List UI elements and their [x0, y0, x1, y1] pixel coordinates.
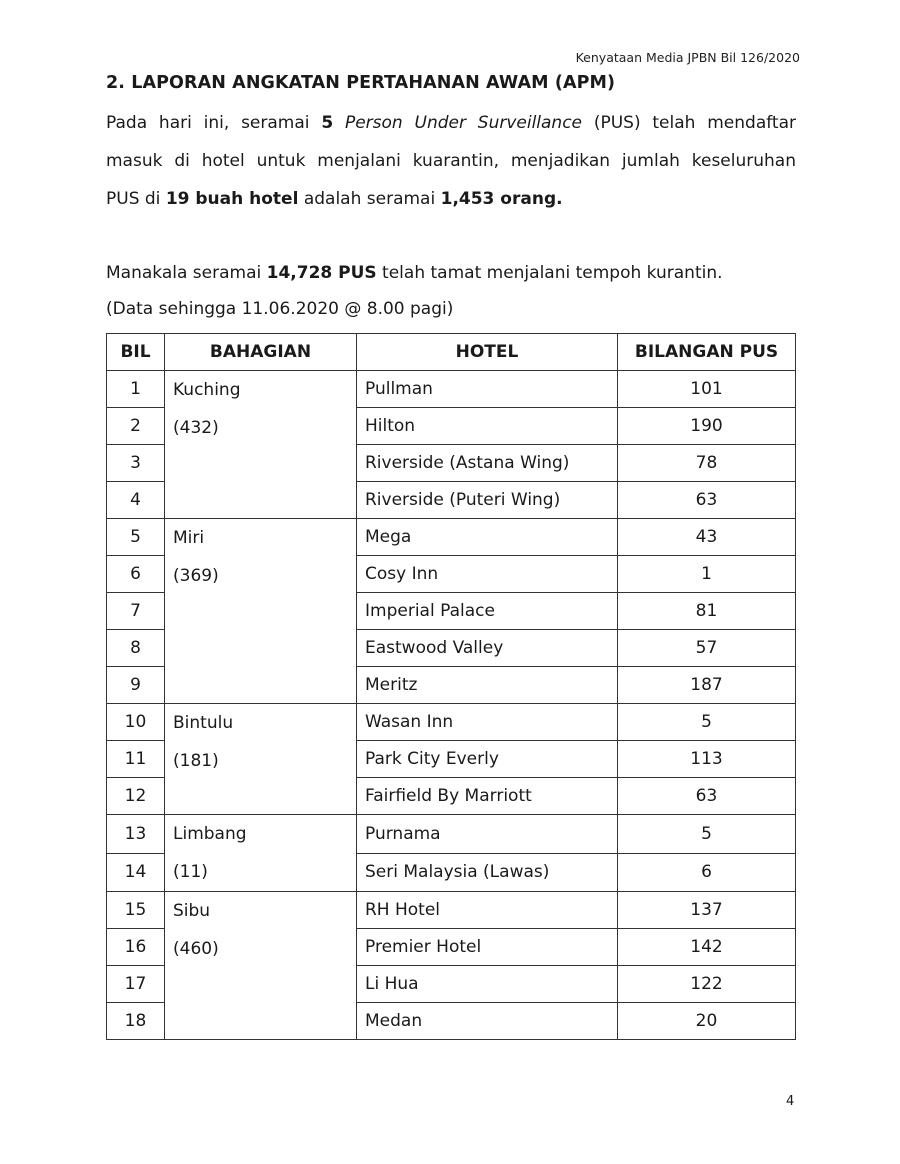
cell-bilangan-pus: 78 — [618, 445, 796, 482]
data-note: (Data sehingga 11.06.2020 @ 8.00 pagi) — [106, 299, 454, 319]
cell-hotel: RH Hotel — [357, 892, 618, 929]
text — [333, 113, 345, 133]
cell-bilangan-pus: 122 — [618, 966, 796, 1003]
cell-bil: 15 — [107, 892, 165, 929]
cell-hotel: Eastwood Valley — [357, 630, 618, 667]
table-row — [107, 704, 796, 741]
cell-bahagian — [165, 815, 357, 892]
cell-hotel: Pullman — [357, 371, 618, 408]
paragraph-completed — [106, 254, 796, 292]
bahagian-name: Sibu — [173, 901, 211, 921]
table-row — [107, 519, 796, 556]
cell-bil: 16 — [107, 929, 165, 966]
cell-bilangan-pus: 81 — [618, 593, 796, 630]
cell-bilangan-pus: 5 — [618, 815, 796, 854]
header-bahagian: BAHAGIAN — [165, 334, 357, 371]
paragraph-line — [106, 180, 796, 218]
bahagian-name: Limbang — [173, 824, 247, 844]
bold-total: 1,453 orang. — [440, 189, 563, 209]
bahagian-total: (432) — [173, 418, 219, 438]
bold-completed-count: 14,728 PUS — [266, 263, 377, 283]
header-bil: BIL — [107, 334, 165, 371]
bahagian-name: Miri — [173, 528, 205, 548]
text: telah tamat menjalani tempoh kurantin. — [376, 263, 723, 283]
cell-bilangan-pus: 142 — [618, 929, 796, 966]
hotel-table — [106, 333, 796, 1040]
cell-bil: 5 — [107, 519, 165, 556]
bahagian-total: (460) — [173, 939, 219, 959]
cell-bilangan-pus: 57 — [618, 630, 796, 667]
bold-hotel-count: 19 buah hotel — [165, 189, 299, 209]
bahagian-total: (11) — [173, 862, 208, 882]
cell-hotel: Li Hua — [357, 966, 618, 1003]
cell-bil: 9 — [107, 667, 165, 704]
bahagian-name: Bintulu — [173, 713, 234, 733]
cell-bahagian — [165, 704, 357, 815]
text: adalah seramai — [298, 189, 441, 209]
bold-count: 5 — [321, 113, 334, 133]
paragraph-registration — [106, 104, 796, 218]
cell-bil: 3 — [107, 445, 165, 482]
cell-bilangan-pus: 1 — [618, 556, 796, 593]
cell-bil: 7 — [107, 593, 165, 630]
cell-bil: 1 — [107, 371, 165, 408]
cell-bil: 14 — [107, 853, 165, 892]
cell-bahagian — [165, 519, 357, 704]
table-header-row — [107, 334, 796, 371]
cell-hotel: Cosy Inn — [357, 556, 618, 593]
paragraph-line — [106, 254, 796, 292]
cell-hotel: Wasan Inn — [357, 704, 618, 741]
cell-hotel: Mega — [357, 519, 618, 556]
cell-hotel: Premier Hotel — [357, 929, 618, 966]
header-bilangan-pus: BILANGAN PUS — [618, 334, 796, 371]
table-row — [107, 892, 796, 929]
bahagian-total: (369) — [173, 566, 219, 586]
bahagian-total: (181) — [173, 751, 219, 771]
page-number: 4 — [786, 1094, 795, 1109]
cell-bil: 4 — [107, 482, 165, 519]
cell-bilangan-pus: 101 — [618, 371, 796, 408]
cell-bilangan-pus: 187 — [618, 667, 796, 704]
document-reference: Kenyataan Media JPBN Bil 126/2020 — [575, 50, 800, 65]
cell-bilangan-pus: 5 — [618, 704, 796, 741]
cell-bilangan-pus: 43 — [618, 519, 796, 556]
cell-bilangan-pus: 137 — [618, 892, 796, 929]
section-title: 2. LAPORAN ANGKATAN PERTAHANAN AWAM (APM) — [106, 73, 616, 93]
cell-bil: 13 — [107, 815, 165, 854]
cell-bil: 10 — [107, 704, 165, 741]
cell-bil: 17 — [107, 966, 165, 1003]
cell-hotel: Meritz — [357, 667, 618, 704]
text: Pada hari ini, seramai — [106, 113, 322, 133]
paragraph-line: masuk di hotel untuk menjalani kuarantin, menjadikan jumlah keseluruhan — [106, 151, 796, 171]
cell-bil: 2 — [107, 408, 165, 445]
header-hotel: HOTEL — [357, 334, 618, 371]
cell-hotel: Seri Malaysia (Lawas) — [357, 853, 618, 892]
cell-bahagian — [165, 371, 357, 519]
cell-hotel: Park City Everly — [357, 741, 618, 778]
bahagian-name: Kuching — [173, 380, 241, 400]
table-row — [107, 815, 796, 854]
cell-hotel: Fairfield By Marriott — [357, 778, 618, 815]
cell-bil: 11 — [107, 741, 165, 778]
cell-hotel: Imperial Palace — [357, 593, 618, 630]
cell-bilangan-pus: 20 — [618, 1003, 796, 1040]
cell-hotel: Hilton — [357, 408, 618, 445]
cell-hotel: Medan — [357, 1003, 618, 1040]
cell-bilangan-pus: 6 — [618, 853, 796, 892]
cell-bilangan-pus: 63 — [618, 482, 796, 519]
cell-hotel: Riverside (Puteri Wing) — [357, 482, 618, 519]
text: Manakala seramai — [106, 263, 267, 283]
cell-hotel: Riverside (Astana Wing) — [357, 445, 618, 482]
paragraph-line — [106, 104, 796, 142]
italic-term: Person Under Surveillance — [344, 113, 583, 133]
cell-bilangan-pus: 63 — [618, 778, 796, 815]
cell-bilangan-pus: 190 — [618, 408, 796, 445]
cell-bil: 12 — [107, 778, 165, 815]
cell-bilangan-pus: 113 — [618, 741, 796, 778]
cell-bahagian — [165, 892, 357, 1040]
cell-bil: 18 — [107, 1003, 165, 1040]
cell-hotel: Purnama — [357, 815, 618, 854]
cell-bil: 8 — [107, 630, 165, 667]
text: PUS di — [106, 189, 166, 209]
text: (PUS) telah mendaftar — [582, 113, 796, 133]
table-row — [107, 371, 796, 408]
cell-bil: 6 — [107, 556, 165, 593]
table-body — [107, 371, 796, 1040]
